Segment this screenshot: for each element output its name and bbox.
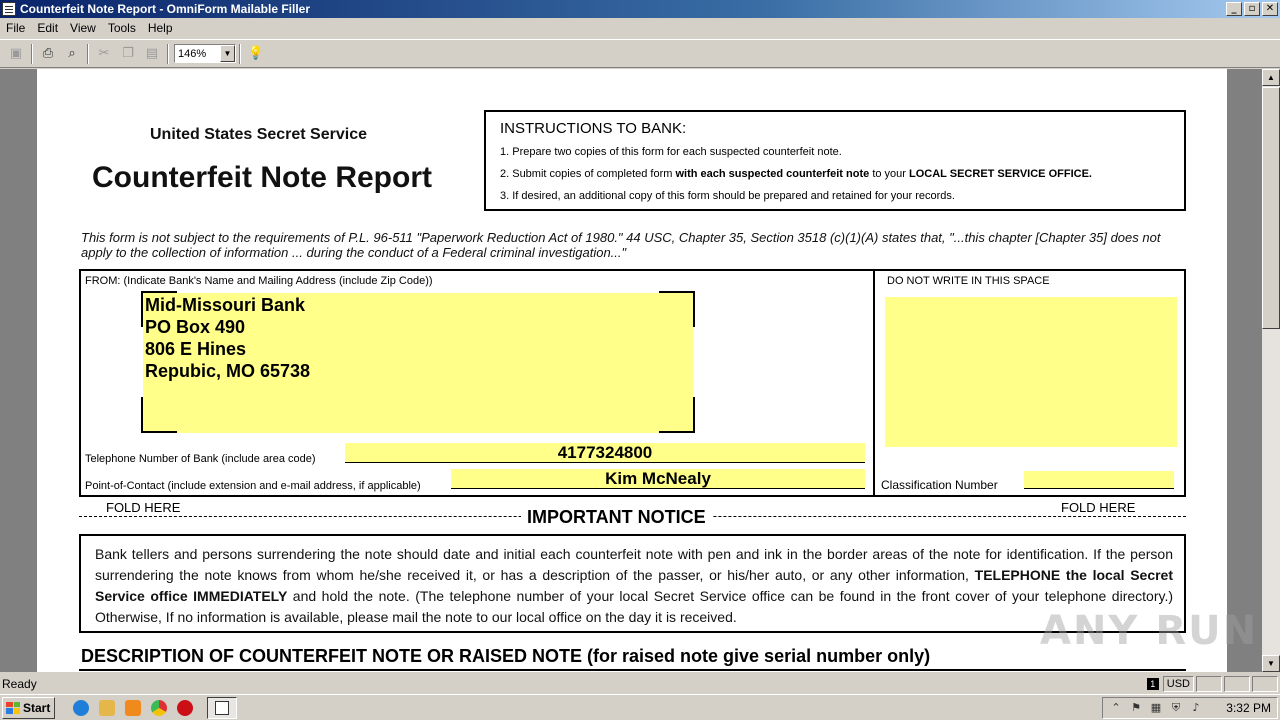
app-icon[interactable] [2,2,16,16]
instructions-heading: INSTRUCTIONS TO BANK: [500,120,687,137]
volume-icon[interactable]: ♪ [1192,701,1200,714]
print-icon[interactable]: ⎙ [42,46,54,61]
chevron-up-icon[interactable]: ⌃ [1111,701,1121,714]
flag-icon[interactable]: ⚑ [1131,701,1141,714]
status-text: Ready [2,677,37,691]
maximize-button[interactable]: ▫ [1244,2,1260,16]
zoom-value: 146% [178,47,207,60]
notice-text-bold: TELEPHONE the local Secret Service office IMMEDIATELY [95,567,1174,604]
fold-here-right: FOLD HERE [1061,500,1136,515]
minimize-button[interactable]: _ [1226,2,1242,16]
taskbar [0,694,1280,720]
close-button[interactable]: ✕ [1262,2,1278,16]
menu-tools[interactable]: Tools [107,21,136,35]
print-preview-icon[interactable]: ⌕ [68,46,76,61]
start-label: Start [23,700,51,715]
copy-icon[interactable]: ❐ [122,46,134,61]
description-rule [79,669,1186,671]
save-icon[interactable]: ▣ [9,46,23,61]
address-line-1[interactable]: Mid-Missouri Bank [145,295,306,315]
instruction-2-text: 2. Submit copies of completed form [500,168,673,180]
ie-icon[interactable] [73,700,89,716]
quick-launch [73,700,193,716]
description-heading: DESCRIPTION OF COUNTERFEIT NOTE OR RAISED NOTE (for raised note give serial number only) [81,646,931,666]
address-line-2[interactable]: PO Box 490 [145,317,246,337]
currency-indicator: USD [1163,676,1194,692]
watermark: ANY RUN [1040,608,1259,654]
clock[interactable]: 3:32 PM [1226,701,1271,715]
document-area [0,69,1262,672]
point-of-contact-label: Point-of-Contact (include extension and e-mail address, if applicable) [85,480,421,492]
instruction-2-bold: with each suspected counterfeit note [675,168,870,180]
menu-view[interactable]: View [70,21,96,35]
telephone-label: Telephone Number of Bank (include area code) [85,453,316,465]
media-player-icon[interactable] [125,700,141,716]
address-line-3[interactable]: 806 E Hines [145,339,247,359]
section-divider [873,271,875,495]
important-notice-heading: IMPORTANT NOTICE [521,507,712,528]
fold-here-left: FOLD HERE [106,500,181,515]
menu-bar [0,18,1280,38]
status-cell [1252,676,1278,692]
folder-icon[interactable] [99,700,115,716]
shield-icon[interactable]: ⛨ [1171,701,1181,714]
do-not-write-field[interactable] [885,297,1177,447]
page-number-badge: 1 [1147,678,1159,690]
cut-icon[interactable]: ✂ [98,46,110,61]
menu-help[interactable]: Help [147,21,173,35]
form-page [37,69,1227,672]
omniform-icon [215,701,229,715]
menu-file[interactable]: File [6,21,26,35]
notice-text [95,544,1173,628]
from-section [79,269,1186,497]
do-not-write-label: DO NOT WRITE IN THIS SPACE [887,275,1050,287]
scroll-up-button[interactable]: ▲ [1262,69,1280,86]
classification-field[interactable] [1024,471,1174,489]
windows-logo-icon [6,702,20,714]
instruction-2-mid: to your [872,168,906,180]
toolbar [0,39,1280,68]
address-line-4[interactable]: Repubic, MO 65738 [145,361,311,381]
agency-name: United States Secret Service [150,126,367,143]
system-tray [1102,697,1278,719]
status-cell [1196,676,1222,692]
chrome-icon[interactable] [151,700,167,716]
lightbulb-icon[interactable]: 💡 [247,46,265,61]
menu-edit[interactable]: Edit [37,21,59,35]
title-bar [0,0,1280,18]
field-corner-mark [659,291,695,327]
toolbar-separator [167,44,169,64]
toolbar-separator [31,44,33,64]
scroll-down-button[interactable]: ▼ [1262,655,1280,672]
form-title: Counterfeit Note Report [92,161,432,194]
toolbar-separator [239,44,241,64]
important-notice-box [79,534,1186,633]
instruction-2-bold-office: LOCAL SECRET SERVICE OFFICE. [909,168,1092,180]
paste-icon[interactable]: ▤ [145,46,159,61]
pra-notice: This form is not subject to the requirements of P.L. 96-511 "Paperwork Reduction Act of 1980." 44 USC, Chapter 35, Section 3518 (c)(1)(A) states that, "...this chapter [Chapter 35] does not apply to the collection of information ... during the conduct of a Federal criminal investigation..." [81,230,1161,260]
opera-icon[interactable] [177,700,193,716]
notice-text-part-1: Bank tellers and persons surrendering the note should date and initial each counterfeit note with pen and ink in the border areas of the note for identification. If the person surrendering the note knows from whom he/she received it, or has a description of the passer, or his/her auto, or any other information, [95,546,1173,583]
window-title: Counterfeit Note Report - OmniForm Mailable Filler [20,2,311,16]
telephone-field[interactable]: 4177324800 [345,443,865,463]
status-cell [1224,676,1250,692]
chevron-down-icon[interactable]: ▼ [220,45,235,62]
toolbar-separator [87,44,89,64]
vertical-scrollbar[interactable] [1262,69,1280,672]
field-corner-mark [659,397,695,433]
notice-text-part-2: and hold the note. (The telephone number of your local Secret Service office can be found in the front cover of your telephone directory.) Otherwise, If no information is available, please mail the note to our local office on the day it is received. [95,588,1173,625]
field-corner-mark [141,397,177,433]
instruction-item-3: 3. If desired, an additional copy of this form should be prepared and retained for your records. [500,190,955,202]
point-of-contact-field[interactable]: Kim McNealy [451,469,865,489]
instructions-box [484,110,1186,211]
taskbar-item-omniform[interactable] [207,697,237,719]
start-button[interactable] [2,697,55,719]
scroll-thumb[interactable] [1262,87,1280,329]
classification-label: Classification Number [881,478,998,492]
zoom-select[interactable] [174,44,236,63]
instruction-item-1: 1. Prepare two copies of this form for each suspected counterfeit note. [500,146,842,158]
from-label: FROM: (Indicate Bank's Name and Mailing Address (include Zip Code)) [85,275,433,287]
instruction-item-2 [500,168,1092,180]
network-icon[interactable]: ▦ [1150,701,1162,714]
status-bar [0,674,1280,694]
